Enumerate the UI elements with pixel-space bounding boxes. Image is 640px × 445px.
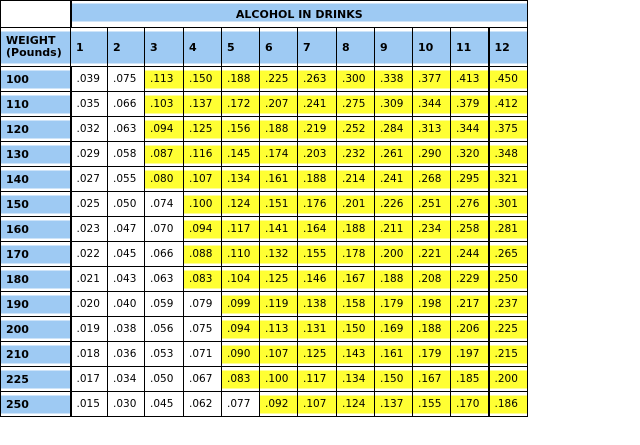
weight-cell: 120 (1, 117, 71, 142)
bac-value-cell: .295 (451, 167, 489, 192)
bac-value-cell: .125 (260, 267, 298, 292)
bac-value-cell: .119 (260, 292, 298, 317)
bac-value-cell: .077 (222, 392, 260, 417)
bac-value-cell: .079 (184, 292, 222, 317)
bac-value-cell: .045 (145, 392, 184, 417)
bac-value-cell: .161 (260, 167, 298, 192)
bac-value-cell: .188 (337, 217, 375, 242)
title-row (1, 1, 528, 28)
bac-value-cell: .234 (413, 217, 451, 242)
bac-value-cell: .092 (260, 392, 298, 417)
bac-value-cell: .055 (108, 167, 145, 192)
bac-value-cell: .167 (337, 267, 375, 292)
bac-value-cell: .268 (413, 167, 451, 192)
bac-value-cell: .150 (184, 67, 222, 92)
bac-value-cell: .232 (337, 142, 375, 167)
bac-value-cell: .214 (337, 167, 375, 192)
bac-value-cell: .100 (260, 367, 298, 392)
bac-value-cell: .146 (298, 267, 337, 292)
bac-value-cell: .185 (451, 367, 489, 392)
bac-value-cell: .200 (375, 242, 413, 267)
drinks-header-2: 2 (108, 28, 145, 67)
bac-value-cell: .375 (489, 117, 528, 142)
bac-value-cell: .221 (413, 242, 451, 267)
bac-value-cell: .215 (489, 342, 528, 367)
bac-value-cell: .107 (184, 167, 222, 192)
bac-value-cell: .219 (298, 117, 337, 142)
bac-value-cell: .151 (260, 192, 298, 217)
bac-value-cell: .211 (375, 217, 413, 242)
drinks-header-12: 12 (489, 28, 528, 67)
weight-header-line2: (Pounds) (6, 46, 62, 59)
drinks-header-5: 5 (222, 28, 260, 67)
bac-value-cell: .301 (489, 192, 528, 217)
bac-value-cell: .167 (413, 367, 451, 392)
weight-cell: 110 (1, 92, 71, 117)
bac-value-cell: .158 (337, 292, 375, 317)
bac-value-cell: .113 (260, 317, 298, 342)
weight-cell: 225 (1, 367, 71, 392)
table-row (1, 342, 528, 367)
bac-value-cell: .321 (489, 167, 528, 192)
bac-value-cell: .377 (413, 67, 451, 92)
bac-value-cell: .412 (489, 92, 528, 117)
bac-value-cell: .075 (184, 317, 222, 342)
weight-cell: 170 (1, 242, 71, 267)
bac-value-cell: .207 (260, 92, 298, 117)
bac-value-cell: .083 (222, 367, 260, 392)
bac-value-cell: .206 (451, 317, 489, 342)
weight-cell: 150 (1, 192, 71, 217)
bac-value-cell: .252 (337, 117, 375, 142)
drinks-header-7: 7 (298, 28, 337, 67)
bac-value-cell: .155 (298, 242, 337, 267)
bac-value-cell: .197 (451, 342, 489, 367)
bac-value-cell: .134 (337, 367, 375, 392)
bac-value-cell: .050 (108, 192, 145, 217)
weight-cell: 210 (1, 342, 71, 367)
table-row (1, 142, 528, 167)
bac-value-cell: .178 (337, 242, 375, 267)
bac-value-cell: .143 (337, 342, 375, 367)
table-row (1, 117, 528, 142)
table-row (1, 292, 528, 317)
bac-value-cell: .132 (260, 242, 298, 267)
bac-value-cell: .056 (145, 317, 184, 342)
weight-cell: 200 (1, 317, 71, 342)
bac-value-cell: .021 (71, 267, 108, 292)
bac-value-cell: .229 (451, 267, 489, 292)
bac-value-cell: .241 (375, 167, 413, 192)
bac-value-cell: .099 (222, 292, 260, 317)
table-row (1, 217, 528, 242)
bac-value-cell: .080 (145, 167, 184, 192)
drinks-header-1: 1 (71, 28, 108, 67)
bac-value-cell: .284 (375, 117, 413, 142)
bac-value-cell: .125 (298, 342, 337, 367)
bac-value-cell: .313 (413, 117, 451, 142)
bac-value-cell: .125 (184, 117, 222, 142)
bac-value-cell: .237 (489, 292, 528, 317)
bac-value-cell: .058 (108, 142, 145, 167)
bac-value-cell: .070 (145, 217, 184, 242)
bac-value-cell: .087 (145, 142, 184, 167)
bac-value-cell: .023 (71, 217, 108, 242)
bac-value-cell: .074 (145, 192, 184, 217)
bac-value-cell: .250 (489, 267, 528, 292)
bac-value-cell: .075 (108, 67, 145, 92)
bac-value-cell: .015 (71, 392, 108, 417)
table-row (1, 167, 528, 192)
bac-value-cell: .188 (413, 317, 451, 342)
bac-value-cell: .179 (375, 292, 413, 317)
bac-value-cell: .188 (375, 267, 413, 292)
bac-value-cell: .107 (298, 392, 337, 417)
table-title: ALCOHOL IN DRINKS (71, 1, 528, 28)
bac-value-cell: .275 (337, 92, 375, 117)
bac-value-cell: .164 (298, 217, 337, 242)
bac-value-cell: .020 (71, 292, 108, 317)
bac-value-cell: .071 (184, 342, 222, 367)
bac-value-cell: .017 (71, 367, 108, 392)
bac-value-cell: .110 (222, 242, 260, 267)
bac-value-cell: .309 (375, 92, 413, 117)
drinks-header-8: 8 (337, 28, 375, 67)
bac-value-cell: .137 (375, 392, 413, 417)
bac-value-cell: .018 (71, 342, 108, 367)
bac-value-cell: .176 (298, 192, 337, 217)
table-row (1, 267, 528, 292)
bac-value-cell: .208 (413, 267, 451, 292)
bac-value-cell: .100 (184, 192, 222, 217)
table-body (1, 1, 528, 417)
bac-value-cell: .117 (298, 367, 337, 392)
bac-value-cell: .413 (451, 67, 489, 92)
bac-value-cell: .035 (71, 92, 108, 117)
bac-value-cell: .145 (222, 142, 260, 167)
weight-cell: 130 (1, 142, 71, 167)
bac-value-cell: .172 (222, 92, 260, 117)
bac-value-cell: .188 (222, 67, 260, 92)
bac-value-cell: .226 (375, 192, 413, 217)
bac-value-cell: .066 (145, 242, 184, 267)
bac-value-cell: .217 (451, 292, 489, 317)
bac-value-cell: .019 (71, 317, 108, 342)
bac-value-cell: .039 (71, 67, 108, 92)
drinks-header-4: 4 (184, 28, 222, 67)
bac-value-cell: .169 (375, 317, 413, 342)
bac-value-cell: .225 (260, 67, 298, 92)
bac-value-cell: .094 (184, 217, 222, 242)
drinks-header-9: 9 (375, 28, 413, 67)
bac-value-cell: .241 (298, 92, 337, 117)
bac-value-cell: .025 (71, 192, 108, 217)
bac-value-cell: .094 (222, 317, 260, 342)
bac-value-cell: .251 (413, 192, 451, 217)
bac-value-cell: .188 (260, 117, 298, 142)
bac-value-cell: .201 (337, 192, 375, 217)
bac-value-cell: .450 (489, 67, 528, 92)
bac-value-cell: .124 (222, 192, 260, 217)
bac-value-cell: .141 (260, 217, 298, 242)
bac-value-cell: .066 (108, 92, 145, 117)
weight-cell: 250 (1, 392, 71, 417)
bac-value-cell: .348 (489, 142, 528, 167)
bac-value-cell: .053 (145, 342, 184, 367)
bac-value-cell: .138 (298, 292, 337, 317)
table-row (1, 392, 528, 417)
bac-value-cell: .150 (337, 317, 375, 342)
bac-value-cell: .088 (184, 242, 222, 267)
bac-value-cell: .113 (145, 67, 184, 92)
bac-value-cell: .344 (451, 117, 489, 142)
bac-value-cell: .290 (413, 142, 451, 167)
bac-value-cell: .150 (375, 367, 413, 392)
bac-value-cell: .043 (108, 267, 145, 292)
bac-value-cell: .200 (489, 367, 528, 392)
bac-value-cell: .170 (451, 392, 489, 417)
bac-value-cell: .062 (184, 392, 222, 417)
bac-value-cell: .344 (413, 92, 451, 117)
bac-value-cell: .156 (222, 117, 260, 142)
header-row (1, 28, 528, 67)
bac-value-cell: .036 (108, 342, 145, 367)
bac-value-cell: .117 (222, 217, 260, 242)
bac-value-cell: .124 (337, 392, 375, 417)
weight-cell: 180 (1, 267, 71, 292)
corner-cell (1, 1, 71, 28)
bac-value-cell: .029 (71, 142, 108, 167)
bac-value-cell: .186 (489, 392, 528, 417)
bac-value-cell: .281 (489, 217, 528, 242)
weight-header-line1: WEIGHT (6, 34, 56, 47)
weight-cell: 100 (1, 67, 71, 92)
bac-value-cell: .022 (71, 242, 108, 267)
table-row (1, 67, 528, 92)
bac-value-cell: .244 (451, 242, 489, 267)
bac-value-cell: .155 (413, 392, 451, 417)
table-row (1, 192, 528, 217)
table-row (1, 367, 528, 392)
bac-value-cell: .320 (451, 142, 489, 167)
bac-value-cell: .258 (451, 217, 489, 242)
drinks-header-11: 11 (451, 28, 489, 67)
bac-value-cell: .137 (184, 92, 222, 117)
bac-value-cell: .067 (184, 367, 222, 392)
bac-value-cell: .050 (145, 367, 184, 392)
bac-value-cell: .103 (145, 92, 184, 117)
bac-value-cell: .131 (298, 317, 337, 342)
bac-value-cell: .030 (108, 392, 145, 417)
weight-cell: 140 (1, 167, 71, 192)
bac-value-cell: .174 (260, 142, 298, 167)
bac-value-cell: .116 (184, 142, 222, 167)
bac-value-cell: .063 (108, 117, 145, 142)
table-row (1, 92, 528, 117)
bac-value-cell: .063 (145, 267, 184, 292)
bac-value-cell: .034 (108, 367, 145, 392)
bac-value-cell: .161 (375, 342, 413, 367)
bac-value-cell: .379 (451, 92, 489, 117)
bac-value-cell: .134 (222, 167, 260, 192)
bac-value-cell: .059 (145, 292, 184, 317)
bac-value-cell: .090 (222, 342, 260, 367)
bac-value-cell: .047 (108, 217, 145, 242)
bac-value-cell: .032 (71, 117, 108, 142)
weight-header (1, 28, 71, 67)
bac-value-cell: .265 (489, 242, 528, 267)
bac-value-cell: .179 (413, 342, 451, 367)
bac-value-cell: .045 (108, 242, 145, 267)
bac-value-cell: .083 (184, 267, 222, 292)
bac-value-cell: .276 (451, 192, 489, 217)
bac-value-cell: .263 (298, 67, 337, 92)
bac-value-cell: .203 (298, 142, 337, 167)
drinks-header-3: 3 (145, 28, 184, 67)
bac-value-cell: .225 (489, 317, 528, 342)
bac-value-cell: .094 (145, 117, 184, 142)
bac-value-cell: .300 (337, 67, 375, 92)
weight-cell: 190 (1, 292, 71, 317)
table-row (1, 242, 528, 267)
bac-value-cell: .188 (298, 167, 337, 192)
weight-cell: 160 (1, 217, 71, 242)
bac-value-cell: .104 (222, 267, 260, 292)
bac-value-cell: .338 (375, 67, 413, 92)
bac-value-cell: .198 (413, 292, 451, 317)
bac-value-cell: .261 (375, 142, 413, 167)
bac-value-cell: .107 (260, 342, 298, 367)
table-row (1, 317, 528, 342)
bac-value-cell: .027 (71, 167, 108, 192)
drinks-header-10: 10 (413, 28, 451, 67)
bac-value-cell: .038 (108, 317, 145, 342)
bac-value-cell: .040 (108, 292, 145, 317)
drinks-header-6: 6 (260, 28, 298, 67)
